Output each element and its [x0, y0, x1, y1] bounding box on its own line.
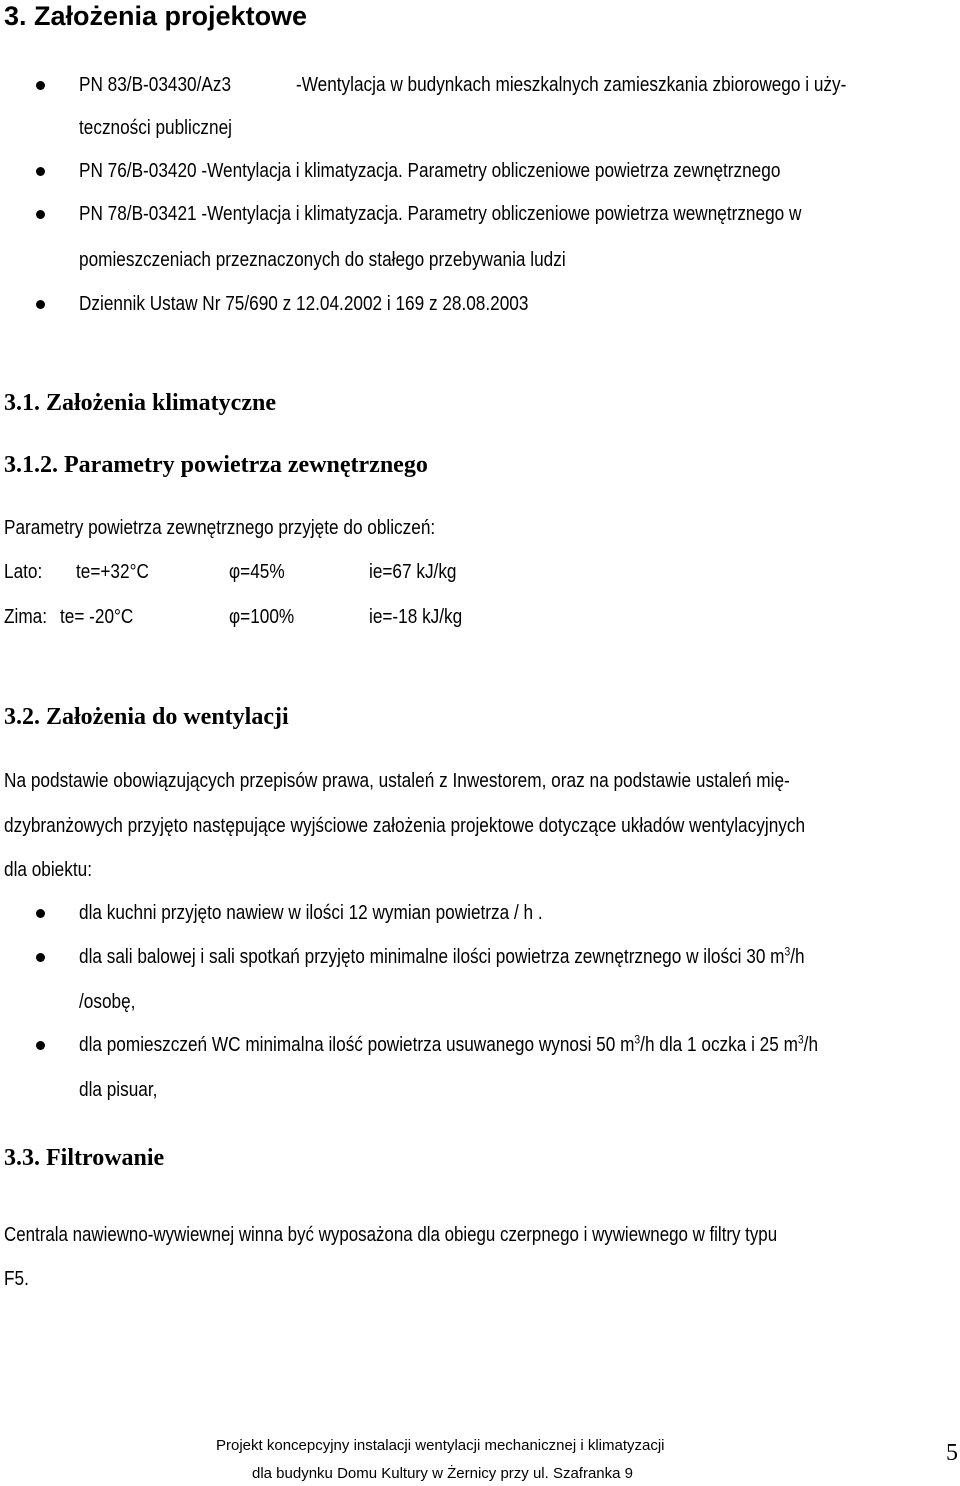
ventilation-item-wc: dla pomieszczeń WC minimalna ilość powietrza usuwanego wynosi 50 $m^3/h$ dla 1 oczka i 25 $m^3/h$: [79, 1032, 819, 1056]
bullet-icon: [36, 909, 45, 918]
ventilation-item-kitchen: dla kuchni przyjęto nawiew w ilości 12 wymian powietrza / h .: [79, 902, 543, 924]
ventilation-paragraph-cont: dzybranżowych przyjęto następujące wyjściowe założenia projektowe dotyczące układów wentylacyjnych: [4, 815, 806, 837]
bullet-icon: [36, 953, 45, 962]
standard-3-cont: pomieszczeniach przeznaczonych do stałego przebywania ludzi: [79, 249, 566, 271]
footer-line-1: Projekt koncepcyjny instalacji wentylacji mechanicznej i klimatyzacji: [216, 1437, 665, 1454]
standard-2: PN 76/B-03420 -Wentylacja i klimatyzacja. Parametry obliczeniowe powietrza zewnętrznego: [79, 160, 781, 182]
page-number: 5: [946, 1440, 958, 1466]
params-intro: Parametry powietrza zewnętrznego przyjęte do obliczeń:: [4, 517, 436, 539]
ventilation-item-halls-cont: /osobę,: [79, 991, 136, 1013]
summer-temperature: te=+32°C: [76, 561, 149, 583]
standard-3: PN 78/B-03421 -Wentylacja i klimatyzacja. Parametry obliczeniowe powietrza wewnętrznego w: [79, 203, 802, 225]
ventilation-paragraph-end: dla obiektu:: [4, 859, 92, 881]
footer-line-2: dla budynku Domu Kultury w Żernicy przy ul. Szafranka 9: [252, 1465, 633, 1482]
standard-1-code: PN 83/B-03430/Az3: [79, 74, 232, 96]
section-3-2-heading: 3.2. Założenia do wentylacji: [4, 704, 289, 730]
bullet-icon: [36, 300, 45, 309]
summer-label: Lato:: [4, 561, 43, 583]
bullet-icon: [36, 1041, 45, 1050]
bullet-icon: [36, 210, 45, 219]
ventilation-item-halls: dla sali balowej i sali spotkań przyjęto minimalne ilości powietrza zewnętrznego w ilości 30 $m^3/h$: [79, 944, 805, 968]
winter-temperature: te= -20°C: [60, 606, 134, 628]
winter-enthalpy: ie=-18 kJ/kg: [369, 606, 463, 628]
filtering-paragraph-end: F5.: [4, 1268, 29, 1290]
section-3-1-2-heading: 3.1.2. Parametry powietrza zewnętrznego: [4, 452, 428, 478]
filtering-paragraph: Centrala nawiewno-wywiewnej winna być wyposażona dla obiegu czerpnego i wywiewnego w filtry typu: [4, 1224, 778, 1246]
section-3-1-heading: 3.1. Założenia klimatyczne: [4, 390, 276, 416]
section-3-3-heading: 3.3. Filtrowanie: [4, 1145, 165, 1171]
standard-4: Dziennik Ustaw Nr 75/690 z 12.04.2002 i 169 z 28.08.2003: [79, 293, 529, 315]
winter-label: Zima:: [4, 606, 47, 628]
ventilation-item-wc-cont: dla pisuar,: [79, 1079, 158, 1101]
standard-1-title-cont: teczności publicznej: [79, 117, 232, 139]
bullet-icon: [36, 167, 45, 176]
bullet-icon: [36, 81, 45, 90]
page-heading: 3. Założenia projektowe: [4, 1, 308, 31]
ventilation-paragraph: Na podstawie obowiązujących przepisów prawa, ustaleń z Inwestorem, oraz na podstawie ustaleń mię-: [4, 770, 790, 792]
summer-enthalpy: ie=67 kJ/kg: [369, 561, 457, 583]
standard-1-title: -Wentylacja w budynkach mieszkalnych zamieszkania zbiorowego i uży-: [296, 74, 847, 96]
summer-humidity: φ=45%: [229, 561, 285, 583]
winter-humidity: φ=100%: [229, 606, 295, 628]
